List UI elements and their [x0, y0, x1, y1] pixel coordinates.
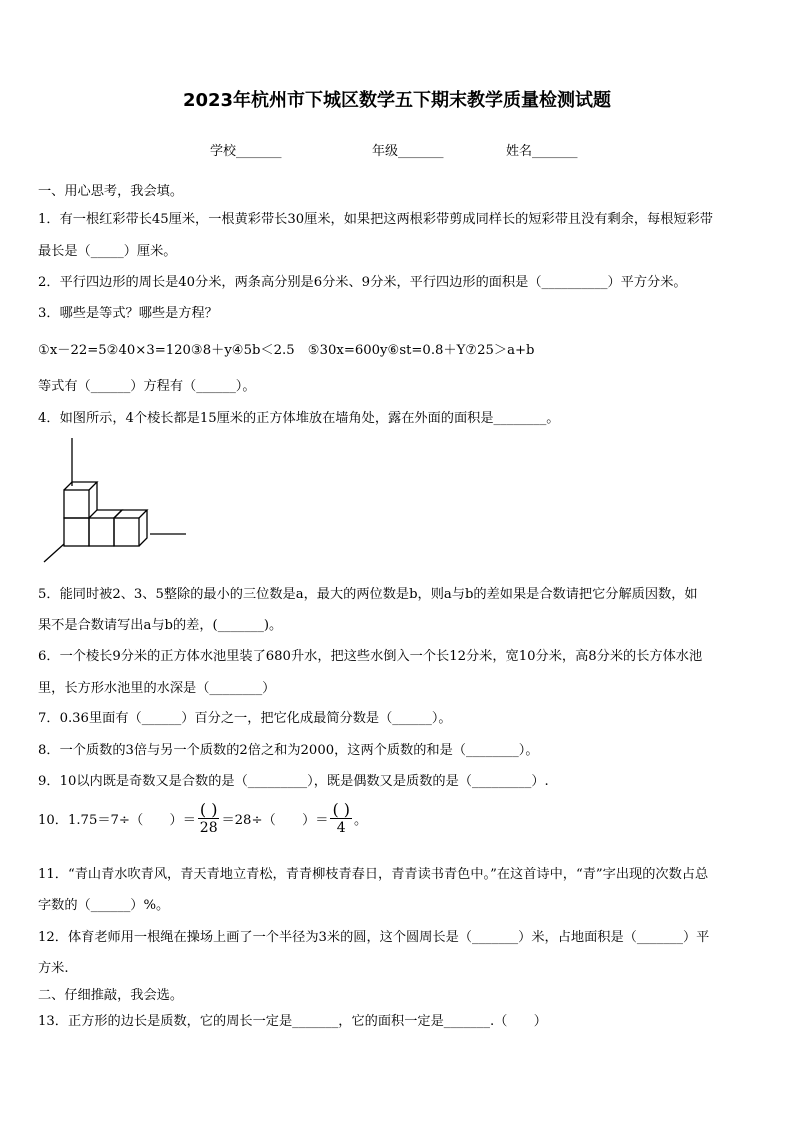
depth-axis	[44, 544, 64, 562]
question-3-line-1: 3．哪些是等式？哪些是方程？	[38, 306, 218, 321]
question-11-line-2: 字数的（______）%。	[38, 898, 170, 913]
question-6-line-2: 里，长方形水池里的水深是（________）	[38, 681, 276, 696]
question-1-line-2: 最长是（_____）厘米。	[38, 244, 177, 259]
question-1-line-1: 1．有一根红彩带长45厘米，一根黄彩带长30厘米，如果把这两根彩带剪成同样长的短彩带且没有剩余，每根短彩带	[38, 212, 713, 227]
question-3-line-3: 等式有（______）方程有（______）。	[38, 379, 256, 394]
cube-bottom-3	[114, 510, 147, 546]
page-title: 2023年杭州市下城区数学五下期末教学质量检测试题	[182, 90, 612, 111]
question-13: 13．正方形的边长是质数，它的周长一定是_______，它的面积一定是_______.（ ）	[38, 1014, 547, 1029]
question-12-line-1: 12．体育老师用一根绳在操场上画了一个半径为3米的圆，这个圆周长是（_______）米，占地面积是（_______）平	[38, 930, 710, 945]
question-9: 9．10以内既是奇数又是合数的是（_________），既是偶数又是质数的是（_________）.	[38, 774, 549, 789]
cube-bottom-1	[64, 518, 89, 546]
cube-stack-figure	[40, 436, 190, 566]
question-10-part-1: 10．1.75＝7÷（ ）＝	[38, 813, 196, 828]
question-7: 7．0.36里面有（______）百分之一，把它化成最简分数是（______）。	[38, 711, 452, 726]
grade-field: 年级_______	[372, 144, 444, 159]
fraction-1-numerator: ( )	[199, 800, 218, 819]
name-field: 姓名_______	[506, 144, 578, 159]
fraction-2-denominator: 4	[336, 820, 346, 836]
fraction-1-denominator: 28	[199, 820, 218, 836]
section-heading-2: 二、仔细推敲，我会选。	[38, 988, 184, 1003]
question-5-line-2: 果不是合数请写出a与b的差，(_______)。	[38, 618, 283, 633]
question-5-line-1: 5．能同时被2、3、5整除的最小的三位数是a，最大的两位数是b，则a与b的差如果是合数请把它分解质因数，如	[38, 587, 698, 602]
question-12-line-2: 方米.	[38, 961, 69, 976]
question-8: 8．一个质数的3倍与另一个质数的2倍之和为2000，这两个质数的和是（________）。	[38, 743, 539, 758]
question-10-part-3: 。	[354, 813, 368, 828]
question-10	[38, 802, 367, 835]
question-4: 4．如图所示，4个棱长都是15厘米的正方体堆放在墙角处，露在外面的面积是________。	[38, 411, 560, 426]
fraction-2	[330, 802, 352, 835]
cube-top	[64, 482, 97, 518]
question-3-line-2: ①x－22=5②40×3=120③8＋y④5b＜2.5 ⑤30x=600y⑥st=0.8＋Y⑦25＞a+b	[38, 343, 535, 358]
question-10-part-2: ＝28÷（ ）＝	[221, 813, 329, 828]
question-11-line-1: 11．“青山青水吹青风，青天青地立青松，青青柳枝青春日，青青读书青色中。”在这首诗中，“青”字出现的次数占总	[38, 867, 709, 882]
fraction-1	[198, 802, 220, 835]
section-heading-1: 一、用心思考，我会填。	[38, 184, 184, 199]
question-2: 2．平行四边形的周长是40分米，两条高分别是6分米、9分米，平行四边形的面积是（__________）平方分米。	[38, 275, 687, 290]
question-6-line-1: 6．一个棱长9分米的正方体水池里装了680升水，把这些水倒入一个长12分米，宽10分米，高8分米的长方体水池	[38, 649, 703, 664]
school-field: 学校_______	[210, 144, 282, 159]
fraction-2-numerator: ( )	[332, 800, 351, 819]
